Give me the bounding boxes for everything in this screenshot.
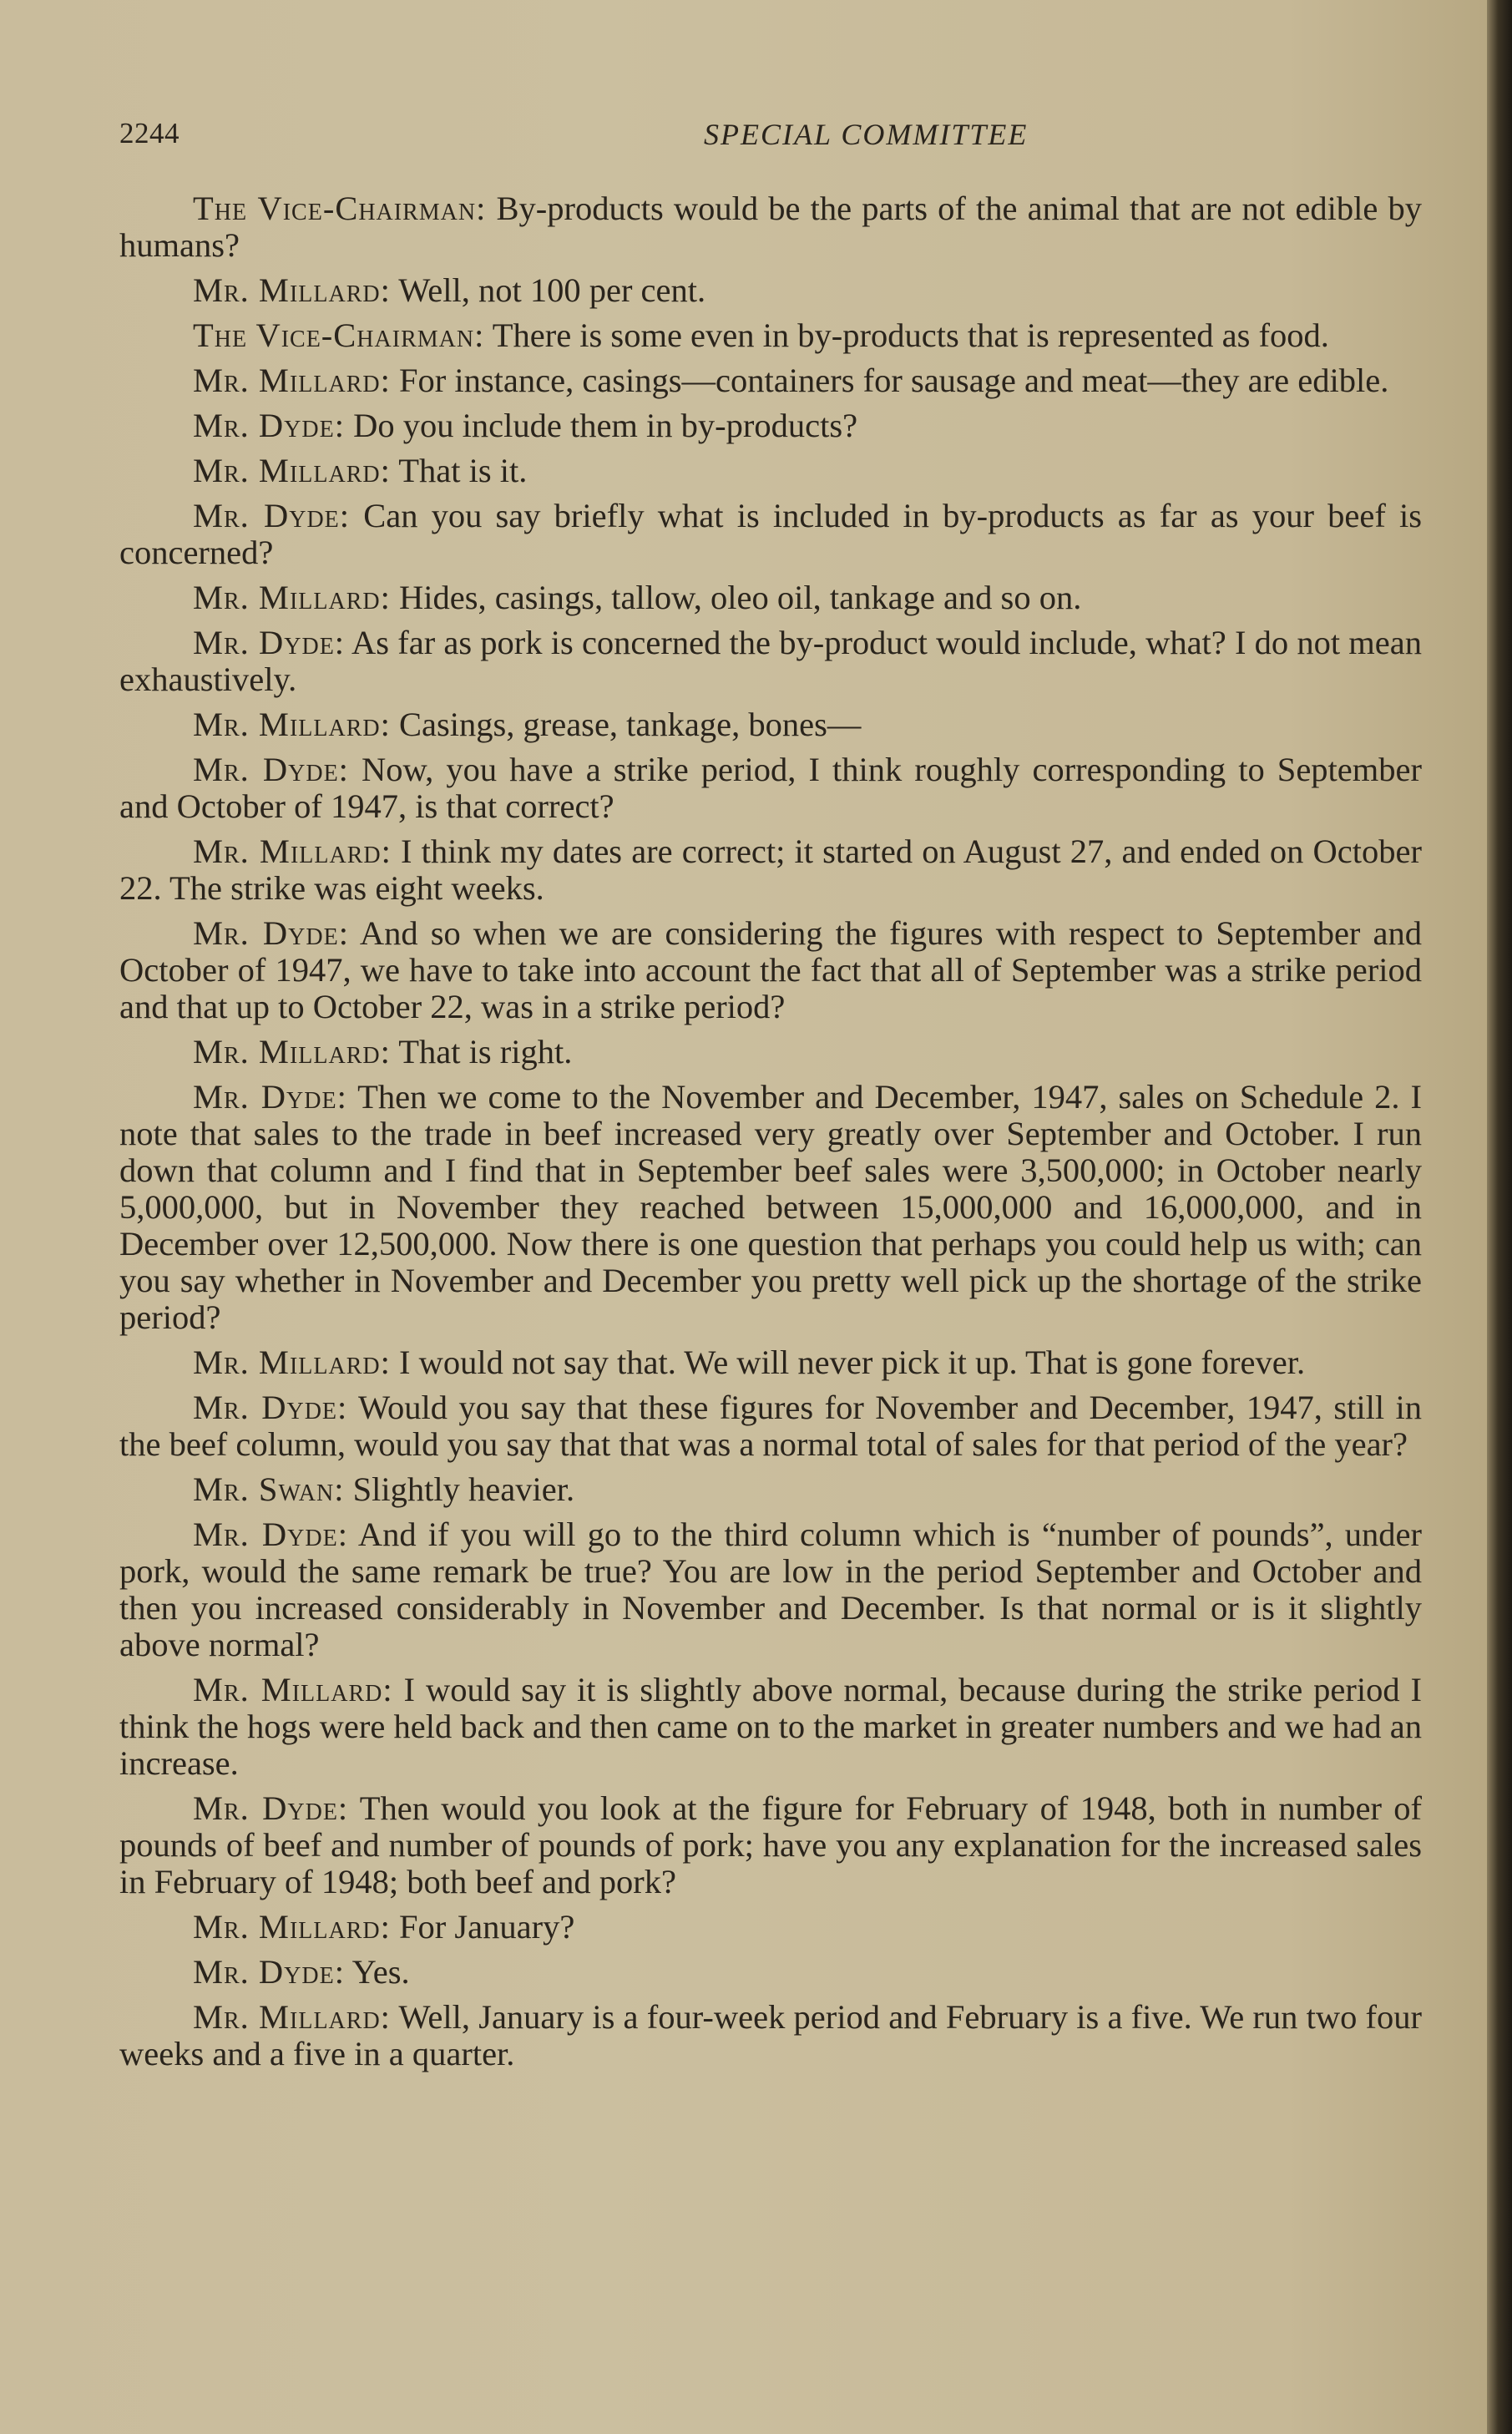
page-number: 2244	[119, 117, 180, 149]
speech-text: Casings, grease, tankage, bones—	[390, 706, 862, 743]
speaker-name: Mr. Millard:	[193, 832, 392, 870]
transcript-paragraph	[119, 1954, 1422, 1991]
speaker-name: Mr. Millard:	[193, 1998, 391, 2036]
speech-text: I would not say that. We will never pick it up. That is gone forever.	[390, 1344, 1306, 1381]
page-header	[119, 117, 1422, 159]
speaker-name: Mr. Millard:	[193, 1344, 391, 1381]
transcript-paragraph	[119, 579, 1422, 616]
speech-text: Well, not 100 per cent.	[390, 271, 706, 309]
transcript-paragraph	[119, 1034, 1422, 1070]
speaker-name: Mr. Dyde:	[193, 407, 345, 444]
speaker-name: Mr. Swan:	[193, 1470, 345, 1508]
page-binding-edge	[1487, 0, 1512, 2434]
speaker-name: Mr. Millard:	[193, 1908, 391, 1946]
transcript-paragraph	[119, 498, 1422, 571]
transcript-paragraph	[119, 1790, 1422, 1900]
transcript-paragraph	[119, 1909, 1422, 1946]
speech-text: Well, January is a four-week period and February is a five. We run two four weeks and a five in a quarter.	[119, 1998, 1422, 2072]
transcript-paragraph	[119, 625, 1422, 698]
speech-text: Now, you have a strike period, I think roughly corresponding to September and October of 1947, is that correct?	[119, 751, 1422, 825]
speech-text: As far as pork is concerned the by-product would include, what? I do not mean exhaustively.	[119, 624, 1422, 698]
speaker-name: Mr. Dyde:	[193, 751, 349, 788]
speaker-name: The Vice-Chairman:	[193, 190, 487, 227]
speaker-name: Mr. Dyde:	[193, 914, 349, 952]
speech-text: That is it.	[390, 452, 528, 489]
speech-text: Yes.	[344, 1953, 410, 1991]
transcript-paragraph	[119, 317, 1422, 354]
speech-text: Do you include them in by-products?	[344, 407, 858, 444]
speech-text: And so when we are considering the figures with respect to September and October of 1947, we have to take into account the fact that all of September was a strike period and that up to October 22, was in a strike period?	[119, 914, 1423, 1025]
speaker-name: Mr. Millard:	[193, 452, 391, 489]
speaker-name: Mr. Dyde:	[193, 1516, 348, 1553]
transcript-paragraph	[119, 190, 1422, 264]
transcript-paragraph	[119, 706, 1422, 743]
speech-text: By-products would be the parts of the animal that are not edible by humans?	[119, 190, 1422, 264]
speaker-name: Mr. Dyde:	[193, 1789, 349, 1827]
speaker-name: Mr. Millard:	[193, 706, 391, 743]
transcript-paragraph	[119, 833, 1422, 907]
speech-text: I think my dates are correct; it started on August 27, and ended on October 22. The strike was eight weeks.	[119, 832, 1422, 907]
speech-text: Would you say that these figures for November and December, 1947, still in the beef column, would you say that that was a normal total of sales for that period of the year?	[119, 1389, 1423, 1463]
transcript-paragraph	[119, 453, 1422, 489]
speaker-name: Mr. Dyde:	[193, 497, 351, 534]
transcript-paragraph	[119, 362, 1422, 399]
speaker-name: Mr. Millard:	[193, 271, 391, 309]
speech-text: For January?	[390, 1908, 575, 1946]
speech-text: And if you will go to the third column which is “number of pounds”, under pork, would the same remark be true? You are low in the period September and October and then you increased considerably in November and December. Is that normal or is it slightly above normal?	[119, 1516, 1422, 1663]
transcript-paragraph	[119, 915, 1422, 1025]
speaker-name: The Vice-Chairman:	[193, 316, 485, 354]
speech-text: I would say it is slightly above normal, because during the strike period I think the hogs were held back and then came on to the market in greater numbers and we had an increase.	[119, 1671, 1422, 1782]
transcript-paragraph	[119, 1471, 1422, 1508]
speech-text: That is right.	[390, 1033, 573, 1070]
transcript-paragraph	[119, 1389, 1422, 1463]
transcript-paragraph	[119, 1672, 1422, 1782]
speech-text: For instance, casings—containers for sausage and meat—they are edible.	[390, 362, 1389, 399]
speaker-name: Mr. Dyde:	[193, 1078, 347, 1116]
transcript-body	[119, 190, 1422, 2081]
speaker-name: Mr. Dyde:	[193, 1389, 348, 1426]
speech-text: Slightly heavier.	[344, 1470, 575, 1508]
transcript-paragraph	[119, 751, 1422, 825]
transcript-paragraph	[119, 272, 1422, 309]
speech-text: Then would you look at the figure for February of 1948, both in number of pounds of beef and number of pounds of pork; have you any explanation for the increased sales in February of 1948; both beef and pork?	[119, 1789, 1422, 1900]
speaker-name: Mr. Millard:	[193, 1033, 391, 1070]
speech-text: There is some even in by-products that is represented as food.	[484, 316, 1329, 354]
running-head: SPECIAL COMMITTEE	[704, 118, 1029, 151]
speaker-name: Mr. Millard:	[193, 1671, 393, 1708]
transcript-paragraph	[119, 1999, 1422, 2072]
speaker-name: Mr. Millard:	[193, 362, 391, 399]
speaker-name: Mr. Millard:	[193, 579, 391, 616]
transcript-paragraph	[119, 407, 1422, 444]
speaker-name: Mr. Dyde:	[193, 1953, 345, 1991]
speech-text: Can you say briefly what is included in by-products as far as your beef is concerned?	[119, 497, 1423, 571]
transcript-paragraph	[119, 1516, 1422, 1663]
speech-text: Then we come to the November and December, 1947, sales on Schedule 2. I note that sales to the trade in beef increased very greatly over September and October. I run down that column and I find that in September beef sales were 3,500,000; in October nearly 5,000,000, but in November they reached between 15,000,000 and 16,000,000, and in December over 12,500,000. Now there is one question that perhaps you could help us with; can you say whether in November and December you pretty well pick up the shortage of the strike period?	[119, 1078, 1422, 1336]
speaker-name: Mr. Dyde:	[193, 624, 346, 661]
transcript-paragraph	[119, 1079, 1422, 1336]
transcript-paragraph	[119, 1344, 1422, 1381]
speech-text: Hides, casings, tallow, oleo oil, tankage and so on.	[390, 579, 1082, 616]
